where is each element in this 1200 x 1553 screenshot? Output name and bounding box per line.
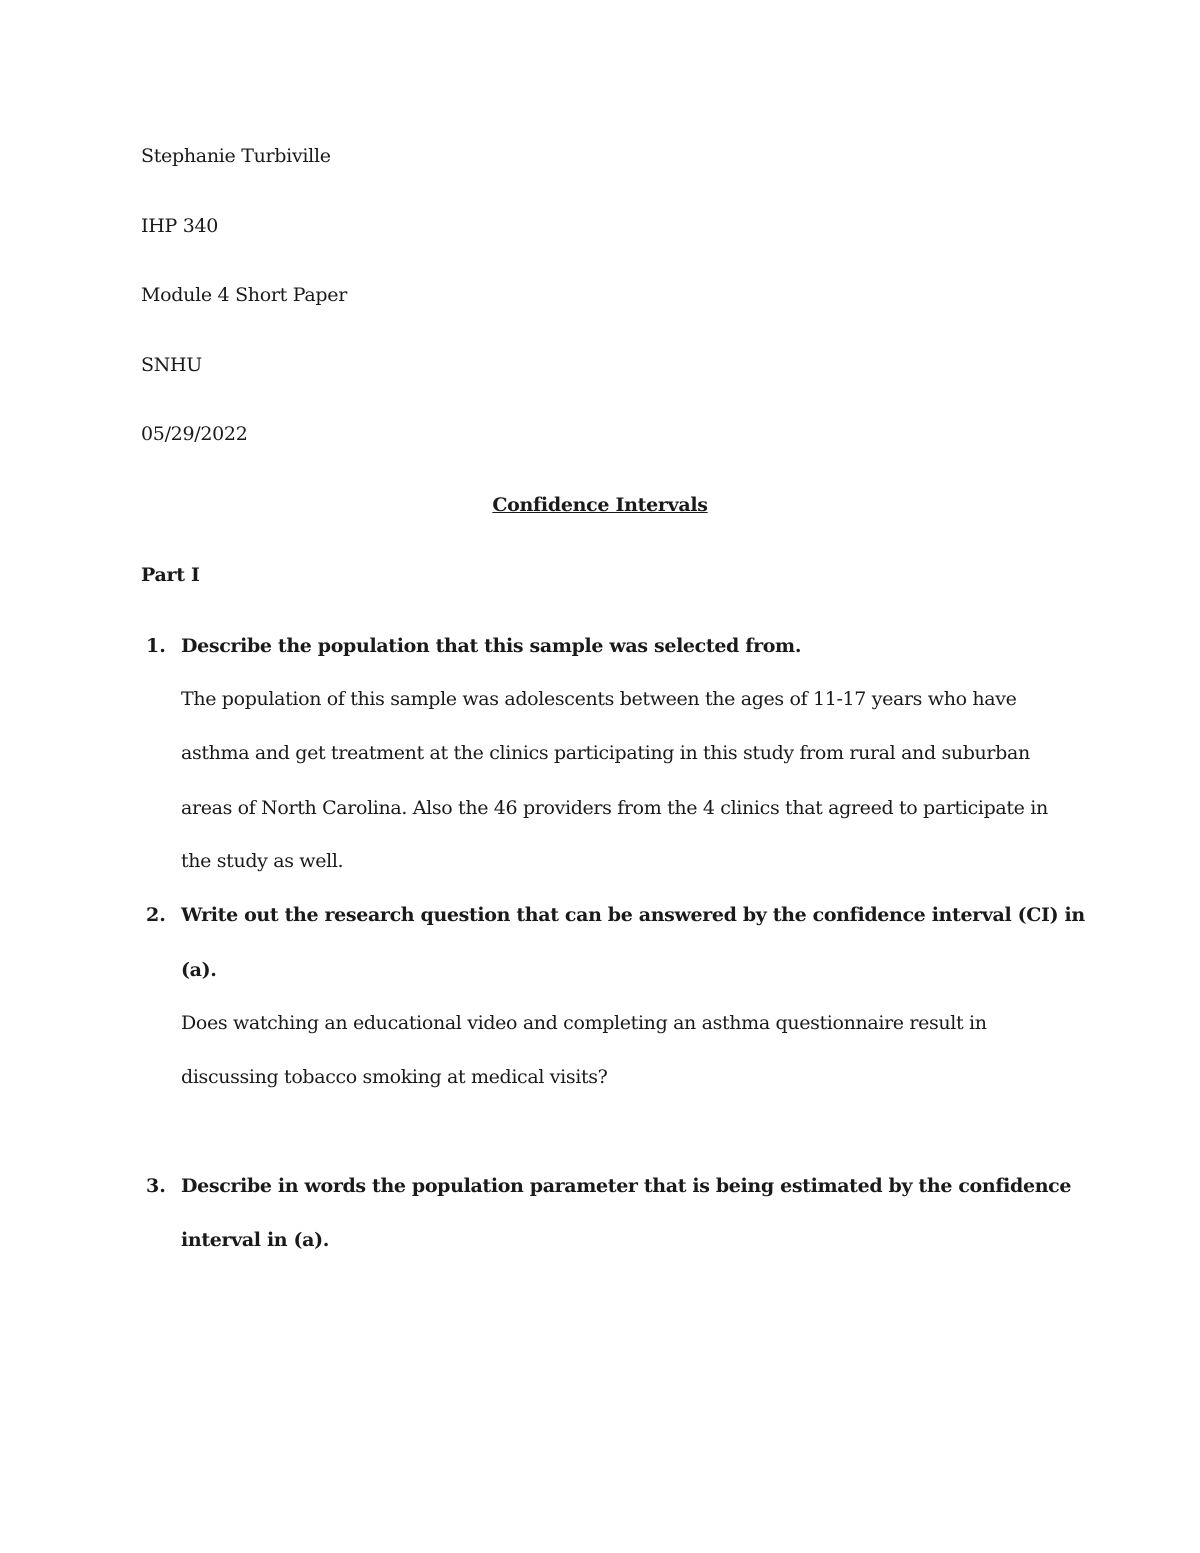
question-1-number: 1. <box>146 635 166 657</box>
paper-title: Confidence Intervals <box>492 494 708 516</box>
question-1-prompt: Describe the population that this sample was selected from. <box>181 635 802 657</box>
assignment-name: Module 4 Short Paper <box>141 284 347 306</box>
author-name: Stephanie Turbiville <box>141 145 331 167</box>
school-name: SNHU <box>141 354 203 376</box>
section-heading: Part I <box>141 564 200 586</box>
question-2-number: 2. <box>146 904 166 926</box>
question-2-prompt-line: (a). <box>181 959 217 981</box>
question-2-answer-line: discussing tobacco smoking at medical visits? <box>181 1066 608 1088</box>
question-2-prompt-line: Write out the research question that can be answered by the confidence interval (CI) in <box>181 904 1085 926</box>
question-1-answer-line: the study as well. <box>181 850 344 872</box>
question-2-answer-line: Does watching an educational video and completing an asthma questionnaire result in <box>181 1012 987 1034</box>
question-1-answer-line: The population of this sample was adolescents between the ages of 11-17 years who have <box>181 688 1017 710</box>
question-3-prompt-line: interval in (a). <box>181 1229 330 1251</box>
course-code: IHP 340 <box>141 215 219 237</box>
question-3-number: 3. <box>146 1175 166 1197</box>
paper-date: 05/29/2022 <box>141 423 248 445</box>
question-1-answer-line: asthma and get treatment at the clinics participating in this study from rural and suburban <box>181 742 1030 764</box>
question-3-prompt-line: Describe in words the population parameter that is being estimated by the confidence <box>181 1175 1072 1197</box>
question-1-answer-line: areas of North Carolina. Also the 46 providers from the 4 clinics that agreed to participate in <box>181 797 1048 819</box>
